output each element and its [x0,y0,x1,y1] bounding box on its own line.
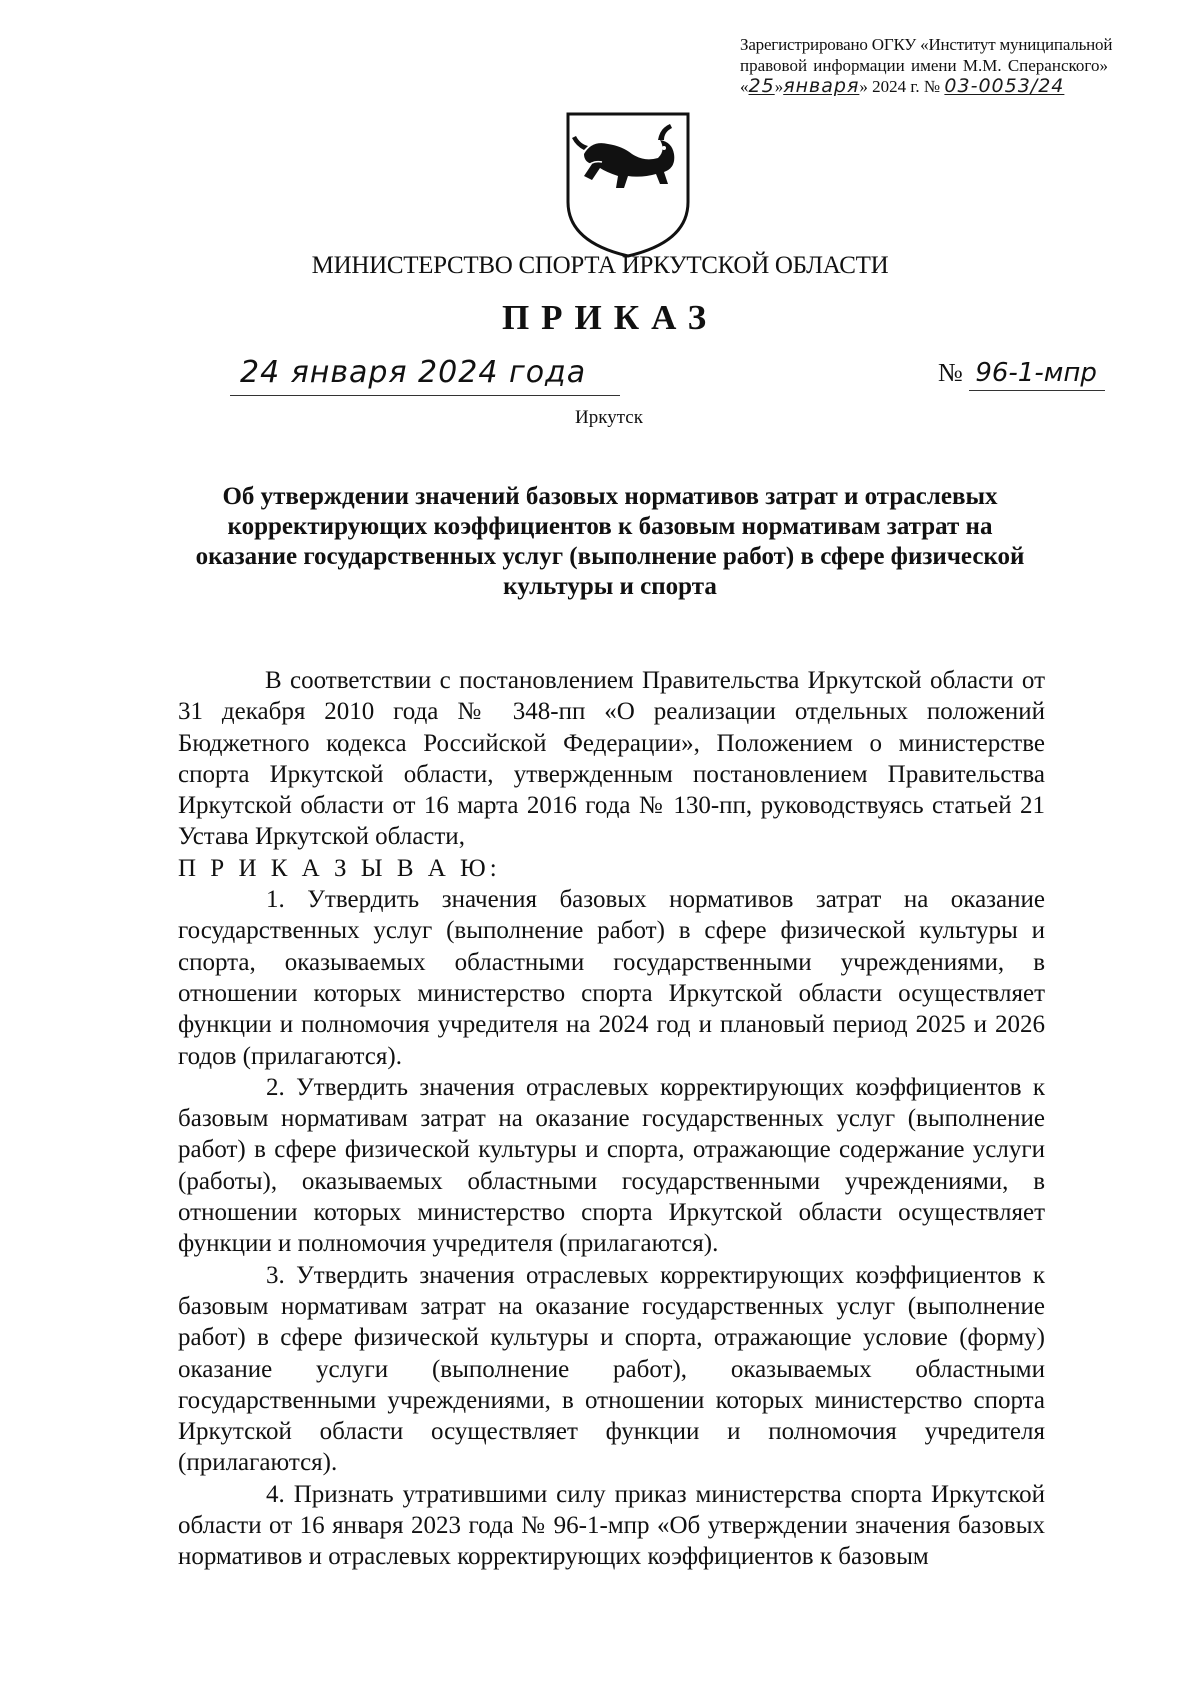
registration-stamp [740,34,1190,97]
document-type: ПРИКАЗ [501,298,719,337]
irkutsk-coat-of-arms-icon [562,110,694,260]
registration-number: 03-0053/24 [944,75,1065,97]
item-4: 4. Признать утратившими силу приказ министерства спорта Иркутской области от 16 января 2023 года № 96-1-мпр «Об утверждении значения базовых нормативов и отраслевых корректирующих коэффициентов к базовым [178,1480,1045,1571]
handwritten-number: 96-1-мпр [969,358,1105,391]
item-3: 3. Утвердить значения отраслевых корректирующих коэффициентов к базовым нормативам затрат на оказание государственных услуг (выполнение работ) в сфере физической культуры и спорта, отражающие условие (форму) оказание услуги (выполнение работ), оказываемых областными государственными учреждениями, в отношении которых министерство спорта Иркутской области осуществляет функции и полномочия учредителя (прилагаются). [178,1261,1045,1477]
registration-line-3: «25»января» 2024 г. № 03-0053/24 [740,75,1065,97]
order-number [938,358,1105,388]
date-field [230,355,620,396]
document-body [178,665,1045,1573]
registration-month: января [783,75,860,97]
item-1: 1. Утвердить значения базовых нормативов затрат на оказание государственных услуг (выполнение работ) в сфере физической культуры и спорта, оказываемых областными государственными учреждениями, в отношении которых министерство спорта Иркутской области осуществляет функции и полномочия учредителя на 2024 год и плановый период 2025 и 2026 годов (прилагаются). [178,886,1045,1070]
document-title: Об утверждении значений базовых нормативов затрат и отраслевых корректирующих коэффициентов к базовым нормативам затрат на оказание государственных услуг (выполнение работ) в сфере физической культуры и спорта [195,483,1025,600]
item-2: 2. Утвердить значения отраслевых корректирующих коэффициентов к базовым нормативам затрат на оказание государственных услуг (выполнение работ) в сфере физической культуры и спорта, отражающие содержание услуги (работы), оказываемых областными государственными учреждениями, в отношении которых министерство спорта Иркутской области осуществляет функции и полномочия учредителя (прилагаются). [178,1073,1045,1258]
registration-day: 25 [748,75,775,97]
registration-line-1: Зарегистрировано ОГКУ «Институт муниципальной [740,35,1113,54]
handwritten-date: 24 января 2024 года [240,355,587,390]
decree-word: П Р И К А З Ы В А Ю: [178,854,501,882]
preamble-paragraph: В соответствии с постановлением Правительства Иркутской области от 31 декабря 2010 года № 348-пп «О реализации отдельных положений Бюджетного кодекса Российской Федерации», Положением о министерстве спорта Иркутской области, утвержденным постановлением Правительства Иркутской области от 16 марта 2016 года № 130-пп, руководствуясь статьей 21 Устава Иркутской области, [178,667,1045,851]
city: Иркутск [575,407,643,428]
registration-line-2: правовой информации имени М.М. Сперанского» [740,56,1108,75]
ministry-name: МИНИСТЕРСТВО СПОРТА ИРКУТСКОЙ ОБЛАСТИ [311,252,889,279]
registration-year: 2024 г. № [872,77,941,96]
number-sign: № [938,358,963,387]
